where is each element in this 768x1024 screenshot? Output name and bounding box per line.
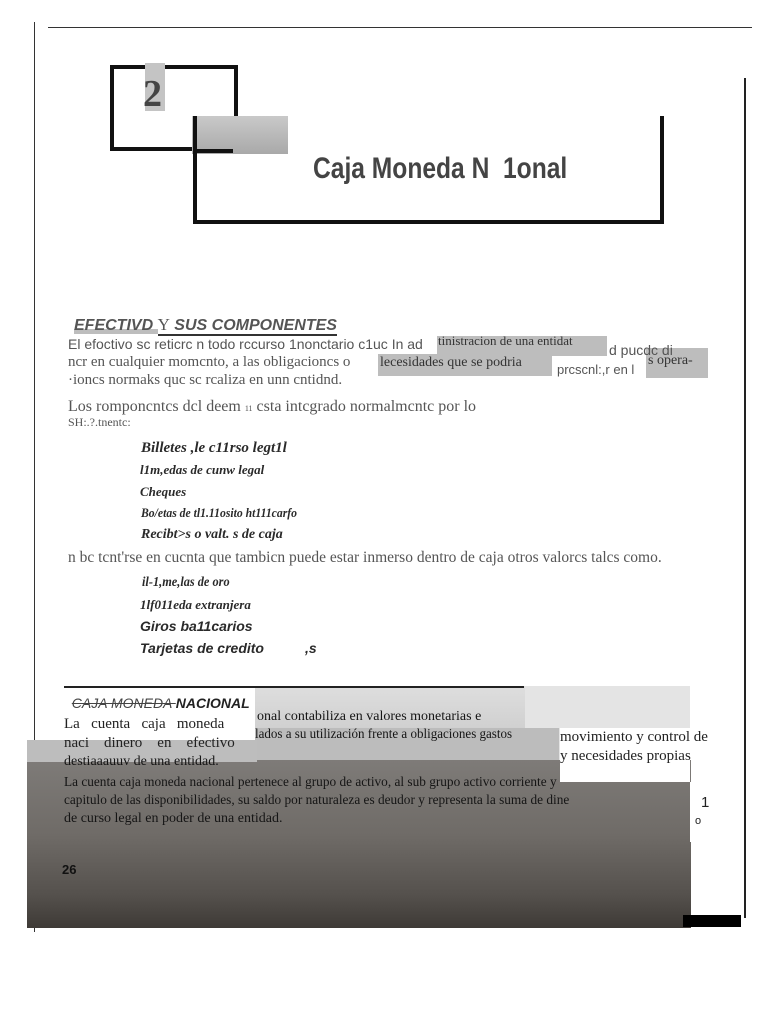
photo-line-3: La cuenta caja moneda nacional pertenece al grupo de activo, al sub grupo activo corriente y: [64, 775, 557, 790]
para1-line3: ·ioncs normaks quc sc rcaliza en unn cntidnd.: [68, 372, 343, 388]
white-fill-footnote: [690, 782, 730, 842]
list-item-cheques: Cheques: [140, 484, 187, 499]
list-item-recibos: Recibt>s o valt. s de caja: [141, 527, 283, 542]
para2-line1-a: Los romponcntcs dcl deem: [68, 398, 241, 415]
photo-line-0: onal contabiliza en valores monetarias e: [257, 709, 482, 724]
typed-right-1: movimiento y control de: [560, 729, 708, 745]
chapter-title-top-edge: [193, 149, 233, 153]
footnote-marker-2: o: [695, 815, 702, 827]
para1-line1-b: tinistracion de una entidat: [438, 333, 573, 348]
heading-part-2: SUS COMPONENTES: [169, 317, 337, 334]
section-heading-caja: [64, 679, 250, 711]
para1-line1-c: d pucdc di: [609, 342, 673, 358]
typed-right-2: y necesidades propias: [560, 748, 691, 764]
heading-part-1: EFECTIVD: [74, 317, 158, 334]
photo-line-2: destiaaauuv de una entidad.: [64, 754, 219, 769]
para1-line1-a: El efoctivo sc reticrc n todo rccurso 1nonctario c1uc In ad: [68, 336, 423, 352]
section-heading-efectivo: [66, 297, 337, 335]
para1-line2-a: ncr en cualquier momcnto, a las obligacioncs o: [68, 354, 351, 370]
list-item-monedas: l1m,edas de cunw legal: [140, 462, 265, 477]
top-rule: [48, 27, 752, 28]
list-item-suffix: ,s: [305, 640, 317, 656]
chapter-title: Caja Moneda N 1onal: [313, 152, 568, 185]
list-item-tarjetas: Tarjetas de credito: [140, 640, 264, 656]
bottom-right-bar: [683, 915, 741, 927]
para1-line2-d: s opera-: [648, 353, 693, 368]
footnote-marker-1: 1: [701, 794, 710, 811]
para2-line1-b: 11: [244, 404, 253, 413]
list-item-giros: Giros ba11carios: [140, 618, 253, 634]
page-number: 26: [62, 862, 77, 877]
para2-line2: SH:.?.tnentc:: [68, 415, 131, 429]
para2-line1-c: csta intcgrado normalmcntc por lo: [252, 398, 477, 415]
section2-rule: [64, 686, 524, 688]
heading-caja-a: CAJA MONEDA: [71, 695, 176, 711]
photo-line-5: de curso legal en poder de una entidad.: [64, 811, 283, 826]
list-item-moneda-extranjera: 1lf011eda extranjera: [140, 597, 251, 612]
right-margin-rule: [744, 78, 746, 918]
para2-line1: [68, 398, 476, 416]
list-item-billetes: Billetes ,le c11rso legt1l: [141, 440, 287, 456]
para1-line2-b: lecesidades que se podria: [380, 355, 522, 370]
para1-line2-c: prcscnl:,r en l: [557, 362, 635, 377]
typed-line-2: naci dinero en efectivo: [64, 735, 235, 751]
chapter-number: 2: [143, 73, 162, 115]
typed-line-1: La cuenta caja moneda: [64, 716, 225, 732]
list-item-monedas-oro: il-1,me,las de oro: [142, 575, 230, 590]
photo-line-4: capitulo de las disponibilidades, su saldo por naturaleza es deudor y representa la suma de dine: [64, 793, 570, 808]
heading-y: Y: [157, 315, 170, 334]
heading-caja-b: NACIONAL: [175, 695, 250, 711]
para3: n bc tcnt'rse en cucnta que tambicn puede estar inmerso dentro de caja otros valorcs talcs como.: [68, 549, 662, 566]
photo-line-1: lados a su utilización frente a obligaciones gastos: [255, 727, 513, 742]
list-item-boletas: Bo/etas de tl1.11osito ht111carfo: [141, 505, 298, 520]
